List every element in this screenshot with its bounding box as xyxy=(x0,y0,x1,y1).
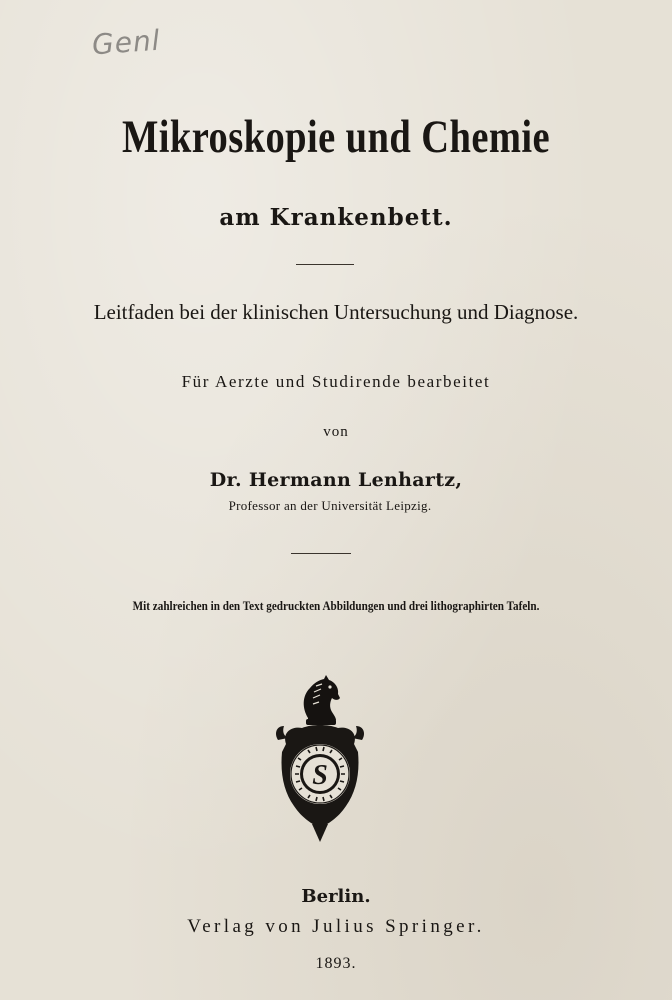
book-description: Leitfaden bei der klinischen Untersuchung und Diagnose. xyxy=(93,300,579,324)
publication-city: Berlin. xyxy=(301,886,371,907)
book-title: Mikroskopie und Chemie xyxy=(121,111,551,163)
pencil-annotation: Genl xyxy=(90,23,162,62)
publisher-name: Verlag von Julius Springer. xyxy=(187,916,485,937)
illustrations-note: Mit zahlreichen in den Text gedruckten Abbildungen und drei lithographirten Tafeln. xyxy=(132,598,540,613)
by-word: von xyxy=(323,424,349,440)
publication-year: 1893. xyxy=(315,955,357,972)
audience-line: Für Aerzte und Studirende bearbeitet xyxy=(181,372,491,391)
author-affiliation: Professor an der Universität Leipzig. xyxy=(228,498,432,513)
divider-rule-middle xyxy=(291,553,351,554)
divider-rule-top xyxy=(296,264,354,265)
author-name: Dr. Hermann Lenhartz, xyxy=(209,469,463,491)
springer-knight-icon xyxy=(272,674,368,846)
book-subtitle: am Krankenbett. xyxy=(219,204,453,231)
svg-text:S: S xyxy=(312,760,328,791)
